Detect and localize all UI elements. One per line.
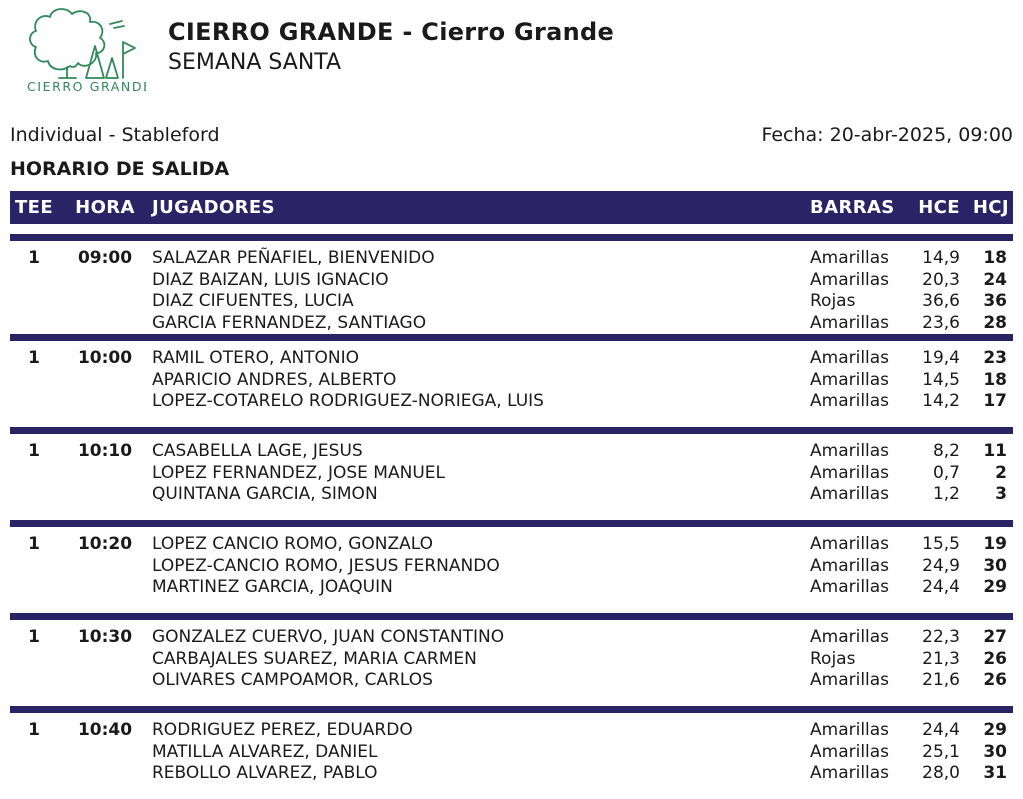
tee-color: Amarillas bbox=[810, 534, 890, 554]
playing-handicap: 29 bbox=[983, 577, 1007, 597]
tee-group bbox=[10, 434, 1013, 520]
exact-handicap: 24,4 bbox=[922, 720, 960, 740]
start-time: 10:00 bbox=[77, 348, 133, 368]
start-time: 09:00 bbox=[77, 248, 133, 268]
player-name: LOPEZ-CANCIO ROMO, JESUS FERNANDO bbox=[152, 555, 500, 576]
column-header-barras: BARRAS bbox=[810, 197, 895, 218]
tee-color: Amarillas bbox=[810, 248, 890, 268]
playing-handicap: 27 bbox=[983, 627, 1007, 647]
group-separator bbox=[10, 520, 1013, 527]
player-row bbox=[152, 463, 1013, 485]
tee-color: Amarillas bbox=[810, 670, 890, 690]
exact-handicap: 19,4 bbox=[922, 348, 960, 368]
player-name: LOPEZ CANCIO ROMO, GONZALO bbox=[152, 534, 434, 554]
tee-color: Amarillas bbox=[810, 269, 890, 290]
players-list bbox=[152, 627, 1013, 706]
start-time: 10:30 bbox=[77, 627, 133, 647]
tee-number: 1 bbox=[28, 348, 40, 368]
tree-golf-logo-icon bbox=[26, 6, 146, 94]
page-title: CIERRO GRANDE - Cierro Grande bbox=[168, 18, 615, 46]
playing-handicap: 36 bbox=[983, 291, 1007, 311]
player-name: MATILLA ALVAREZ, DANIEL bbox=[152, 741, 378, 762]
tee-color: Amarillas bbox=[810, 462, 890, 483]
tee-color: Amarillas bbox=[810, 741, 890, 762]
player-name: DIAZ CIFUENTES, LUCIA bbox=[152, 291, 354, 311]
exact-handicap: 14,2 bbox=[922, 391, 960, 411]
player-name: DIAZ BAIZAN, LUIS IGNACIO bbox=[152, 269, 389, 290]
player-name: RODRIGUEZ PEREZ, EDUARDO bbox=[152, 720, 413, 740]
exact-handicap: 20,3 bbox=[922, 269, 960, 290]
playing-handicap: 18 bbox=[983, 369, 1007, 390]
exact-handicap: 21,6 bbox=[922, 670, 960, 690]
player-row bbox=[152, 248, 1013, 270]
playing-handicap: 26 bbox=[983, 648, 1007, 669]
group-separator bbox=[10, 706, 1013, 713]
exact-handicap: 15,5 bbox=[922, 534, 960, 554]
exact-handicap: 24,4 bbox=[922, 577, 960, 597]
player-name: CASABELLA LAGE, JESUS bbox=[152, 441, 363, 461]
start-time: 10:40 bbox=[77, 720, 133, 740]
player-row bbox=[152, 370, 1013, 392]
tee-color: Amarillas bbox=[810, 577, 890, 597]
tee-groups bbox=[10, 234, 1013, 799]
tee-color: Amarillas bbox=[810, 720, 890, 740]
group-separator bbox=[10, 334, 1013, 341]
tee-group bbox=[10, 241, 1013, 334]
player-row bbox=[152, 627, 1013, 649]
playing-handicap: 30 bbox=[983, 555, 1007, 576]
playing-handicap: 28 bbox=[983, 312, 1007, 333]
player-name: SALAZAR PEÑAFIEL, BIENVENIDO bbox=[152, 248, 435, 268]
report-header bbox=[10, 0, 1013, 106]
playing-handicap: 3 bbox=[995, 484, 1007, 504]
logo-text: CIERRO GRANDE bbox=[27, 79, 146, 94]
group-separator bbox=[10, 234, 1013, 241]
playing-handicap: 29 bbox=[983, 720, 1007, 740]
player-row bbox=[152, 742, 1013, 764]
player-name: RAMIL OTERO, ANTONIO bbox=[152, 348, 360, 368]
title-block bbox=[158, 6, 614, 75]
exact-handicap: 14,9 bbox=[922, 248, 960, 268]
players-list bbox=[152, 441, 1013, 520]
player-row bbox=[152, 649, 1013, 671]
player-name: LOPEZ-COTARELO RODRIGUEZ-NORIEGA, LUIS bbox=[152, 391, 544, 411]
player-row bbox=[152, 720, 1013, 742]
tee-color: Rojas bbox=[810, 648, 856, 669]
player-row bbox=[152, 534, 1013, 556]
players-list bbox=[152, 534, 1013, 613]
club-logo bbox=[10, 6, 158, 98]
player-row bbox=[152, 763, 1013, 785]
exact-handicap: 21,3 bbox=[922, 648, 960, 669]
tee-color: Amarillas bbox=[810, 763, 890, 783]
tee-group bbox=[10, 341, 1013, 427]
player-row bbox=[152, 291, 1013, 313]
competition-format: Individual - Stableford bbox=[10, 124, 220, 146]
exact-handicap: 24,9 bbox=[922, 555, 960, 576]
exact-handicap: 0,7 bbox=[932, 462, 960, 483]
tee-group bbox=[10, 713, 1013, 799]
player-row bbox=[152, 270, 1013, 292]
playing-handicap: 24 bbox=[983, 269, 1007, 290]
section-title: HORARIO DE SALIDA bbox=[10, 158, 230, 180]
group-separator bbox=[10, 613, 1013, 620]
column-header-hora: HORA bbox=[75, 197, 135, 218]
exact-handicap: 22,3 bbox=[922, 627, 960, 647]
player-name: APARICIO ANDRES, ALBERTO bbox=[152, 369, 397, 390]
exact-handicap: 36,6 bbox=[922, 291, 960, 311]
tee-color: Amarillas bbox=[810, 484, 890, 504]
table-header-row bbox=[10, 191, 1013, 224]
player-row bbox=[152, 577, 1013, 599]
tee-color: Amarillas bbox=[810, 627, 890, 647]
column-header-jugadores: JUGADORES bbox=[152, 197, 275, 218]
column-header-hce: HCE bbox=[918, 197, 960, 218]
column-header-tee: TEE bbox=[14, 197, 54, 218]
player-row bbox=[152, 670, 1013, 692]
player-name: GARCIA FERNANDEZ, SANTIAGO bbox=[152, 312, 427, 333]
playing-handicap: 19 bbox=[983, 534, 1007, 554]
players-list bbox=[152, 248, 1013, 334]
tee-number: 1 bbox=[28, 720, 40, 740]
start-time: 10:20 bbox=[77, 534, 133, 554]
playing-handicap: 26 bbox=[983, 670, 1007, 690]
player-name: QUINTANA GARCIA, SIMON bbox=[152, 484, 378, 504]
tee-times-table bbox=[10, 191, 1013, 799]
player-row bbox=[152, 313, 1013, 335]
tee-color: Amarillas bbox=[810, 312, 890, 333]
exact-handicap: 23,6 bbox=[922, 312, 960, 333]
playing-handicap: 31 bbox=[983, 763, 1007, 783]
players-list bbox=[152, 348, 1013, 427]
playing-handicap: 30 bbox=[983, 741, 1007, 762]
tee-group bbox=[10, 620, 1013, 706]
players-list bbox=[152, 720, 1013, 799]
player-name: REBOLLO ALVAREZ, PABLO bbox=[152, 763, 378, 783]
player-row bbox=[152, 348, 1013, 370]
meta-row bbox=[10, 124, 1013, 146]
playing-handicap: 2 bbox=[995, 462, 1007, 483]
player-name: OLIVARES CAMPOAMOR, CARLOS bbox=[152, 670, 433, 690]
playing-handicap: 23 bbox=[983, 348, 1007, 368]
player-name: LOPEZ FERNANDEZ, JOSE MANUEL bbox=[152, 462, 445, 483]
start-time: 10:10 bbox=[77, 441, 133, 461]
tee-number: 1 bbox=[28, 248, 40, 268]
exact-handicap: 25,1 bbox=[922, 741, 960, 762]
exact-handicap: 28,0 bbox=[922, 763, 960, 783]
player-name: MARTINEZ GARCIA, JOAQUIN bbox=[152, 577, 393, 597]
tee-number: 1 bbox=[28, 627, 40, 647]
tee-group bbox=[10, 527, 1013, 613]
tee-color: Rojas bbox=[810, 291, 856, 311]
tee-color: Amarillas bbox=[810, 441, 890, 461]
playing-handicap: 17 bbox=[983, 391, 1007, 411]
date-label: Fecha: 20-abr-2025, 09:00 bbox=[761, 124, 1013, 146]
tournament-name: SEMANA SANTA bbox=[168, 50, 342, 75]
exact-handicap: 1,2 bbox=[932, 484, 960, 504]
playing-handicap: 11 bbox=[983, 441, 1007, 461]
player-row bbox=[152, 556, 1013, 578]
player-name: CARBAJALES SUAREZ, MARIA CARMEN bbox=[152, 648, 477, 669]
tee-color: Amarillas bbox=[810, 555, 890, 576]
player-row bbox=[152, 441, 1013, 463]
player-name: GONZALEZ CUERVO, JUAN CONSTANTINO bbox=[152, 627, 505, 647]
column-header-hcj: HCJ bbox=[972, 197, 1009, 218]
exact-handicap: 8,2 bbox=[932, 441, 960, 461]
tee-color: Amarillas bbox=[810, 369, 890, 390]
tee-number: 1 bbox=[28, 534, 40, 554]
exact-handicap: 14,5 bbox=[922, 369, 960, 390]
tee-number: 1 bbox=[28, 441, 40, 461]
player-row bbox=[152, 484, 1013, 506]
tee-color: Amarillas bbox=[810, 391, 890, 411]
player-row bbox=[152, 391, 1013, 413]
playing-handicap: 18 bbox=[983, 248, 1007, 268]
group-separator bbox=[10, 427, 1013, 434]
tee-color: Amarillas bbox=[810, 348, 890, 368]
